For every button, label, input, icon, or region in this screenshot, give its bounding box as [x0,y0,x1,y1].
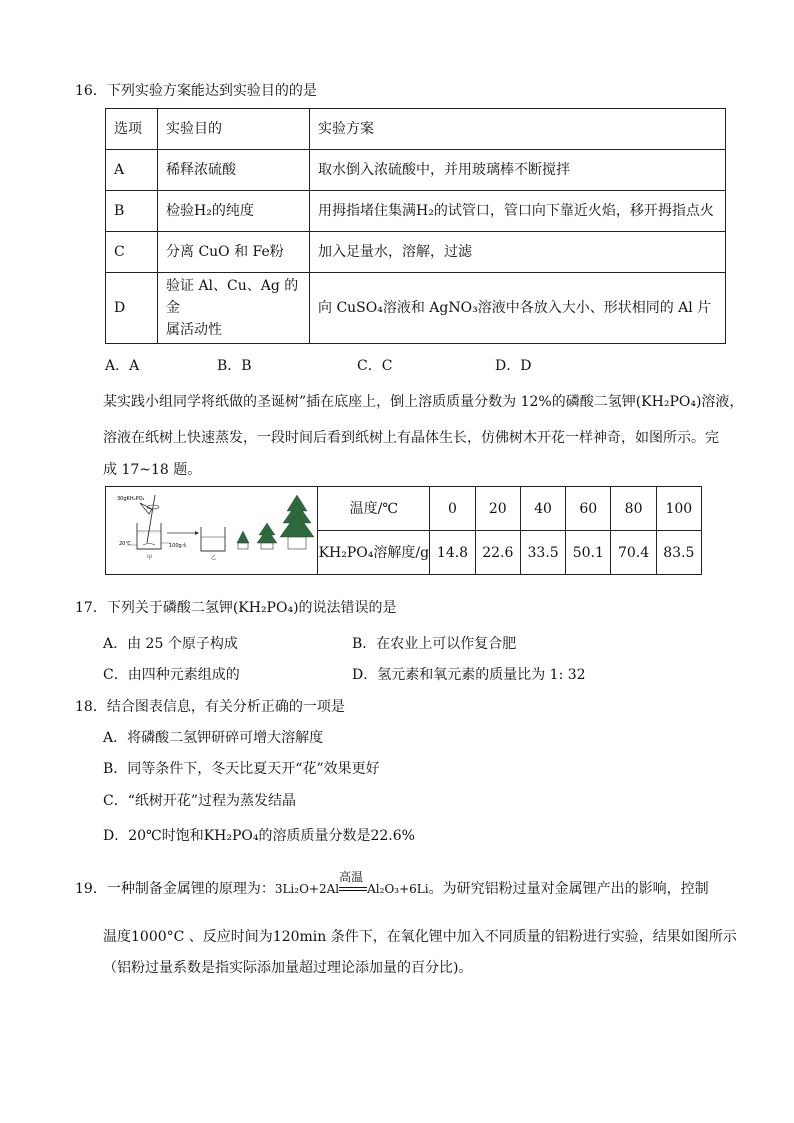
solubility-cell: 14.8 [430,531,475,575]
q19-stem-pre: 19．一种制备金属锂的原理为： [75,881,275,897]
temp-cell: 40 [520,487,565,531]
equation-left: 3Li₂O+2Al [274,882,340,896]
temp-cell: 20 [475,487,520,531]
row-goal [158,273,310,344]
beaker-yi-icon [201,527,225,551]
q16-choices [105,356,531,376]
experiment-figure [107,487,317,567]
q18-stem: 18．结合图表信息，有关分析正确的一项是 [75,699,345,715]
q18-choice-b[interactable]: B．同等条件下，冬天比夏天开“花”效果更好 [103,761,380,777]
row-option: A [106,150,158,191]
figure-label-kh2po4: 30gKH₂PO₄ [116,496,145,502]
figure-solubility-table [105,486,702,575]
row-plan: 向 CuSO₄溶液和 AgNO₃溶液中各放入大小、形状相同的 Al 片 [310,273,726,344]
glass-rod-icon [147,495,155,543]
row-option: D [106,273,158,344]
intro-line1: 某实践小组同学将纸做的圣诞树”插在底座上，倒上溶质质量分数为 12%的磷酸二氢钾(KH₂PO₄)溶液， [103,394,744,410]
header-option: 选项 [106,109,158,150]
temp-cell: 60 [566,487,611,531]
equation-right: Al₂O₃+6Li [367,882,429,896]
beaker-jia-icon [137,523,161,549]
q19-stem-line2: 温度1000°C 、反应时间为120min 条件下，在氧化锂中加入不同质量的铝粉进行实验，结果如图所示 [103,929,737,945]
solubility-cell: 50.1 [566,531,611,575]
header-goal: 实验目的 [158,109,310,150]
solubility-cell: 83.5 [656,531,701,575]
solubility-cell: 22.6 [475,531,520,575]
choice-a[interactable]: A．A [105,358,140,374]
paper-tree-large-icon [280,495,314,549]
paper-tree-medium-icon [257,523,277,549]
table-row [106,191,726,232]
row-goal: 分离 CuO 和 Fe粉 [158,232,310,273]
row-option: C [106,232,158,273]
q19-stem-line3: （铝粉过量系数是指实际添加量超过理论添加量的百分比)。 [103,960,473,976]
intro-line3: 成 17~18 题。 [103,462,202,478]
solubility-label: KH₂PO₄溶解度/g [318,531,430,575]
row-goal: 检验H₂的纯度 [158,191,310,232]
choice-c[interactable]: C．C [357,358,393,374]
header-plan: 实验方案 [310,109,726,150]
row-plan: 用拇指堵住集满H₂的试管口，管口向下靠近火焰，移开拇指点火 [310,191,726,232]
equation-condition: 高温 [339,870,364,884]
row-option: B [106,191,158,232]
q17-choice-a[interactable]: A．由 25 个原子构成 [103,636,238,652]
q16-stem: 16．下列实验方案能达到实验目的的是 [75,83,317,99]
q18-choice-c[interactable]: C．“纸树开花”过程为蒸发结晶 [103,793,297,809]
paper-tree-small-icon [237,531,249,549]
row-goal: 稀释浓硫酸 [158,150,310,191]
choice-b[interactable]: B．B [217,358,252,374]
choice-d[interactable]: D．D [495,358,532,374]
chemical-equation [274,870,429,899]
q17-stem: 17．下列关于磷酸二氢钾(KH₂PO₄)的说法错误的是 [75,600,397,616]
figure-label-yi: 乙 [210,555,216,561]
q19-stem-post: 。为研究铝粉过量对金属锂产出的影响，控制 [428,881,709,897]
figure-label-water: 100g水 [168,543,187,549]
figure-label-temp: 20℃ [118,541,131,547]
q18-choice-a[interactable]: A．将磷酸二氢钾研碎可增大溶解度 [103,730,324,746]
q17-choice-d[interactable]: D．氢元素和氧元素的质量比为 1: 32 [352,667,586,683]
table-header-row [106,109,726,150]
spatula-icon [140,503,152,514]
solubility-cell: 70.4 [611,531,656,575]
row-plan: 加入足量水，溶解，过滤 [310,232,726,273]
equation-arrow [339,870,367,899]
q18-choice-d[interactable]: D．20℃时饱和KH₂PO₄的溶质质量分数是22.6% [103,828,415,844]
q16-table [105,108,726,344]
temp-cell: 100 [656,487,701,531]
temp-cell: 80 [611,487,656,531]
table-row [106,150,726,191]
temp-label: 温度/℃ [318,487,430,531]
intro-line2: 溶液在纸树上快速蒸发，一段时间后看到纸树上有晶体生长，仿佛树木开花一样神奇，如图所示。完 [103,430,719,446]
q19-stem-line1 [75,870,709,899]
row-goal-line1: 验证 Al、Cu、Ag 的金 [166,278,299,316]
table-row [106,232,726,273]
q17-choice-b[interactable]: B．在农业上可以作复合肥 [352,636,517,652]
row-goal-line2: 属活动性 [166,322,222,338]
row-plan: 取水倒入浓硫酸中，并用玻璃棒不断搅拌 [310,150,726,191]
table-row [106,273,726,344]
solubility-cell: 33.5 [520,531,565,575]
q17-choice-c[interactable]: C．由四种元素组成的 [103,667,240,683]
figure-label-jia: 甲 [146,555,152,561]
temp-cell: 0 [430,487,475,531]
experiment-figure-cell [106,487,318,575]
